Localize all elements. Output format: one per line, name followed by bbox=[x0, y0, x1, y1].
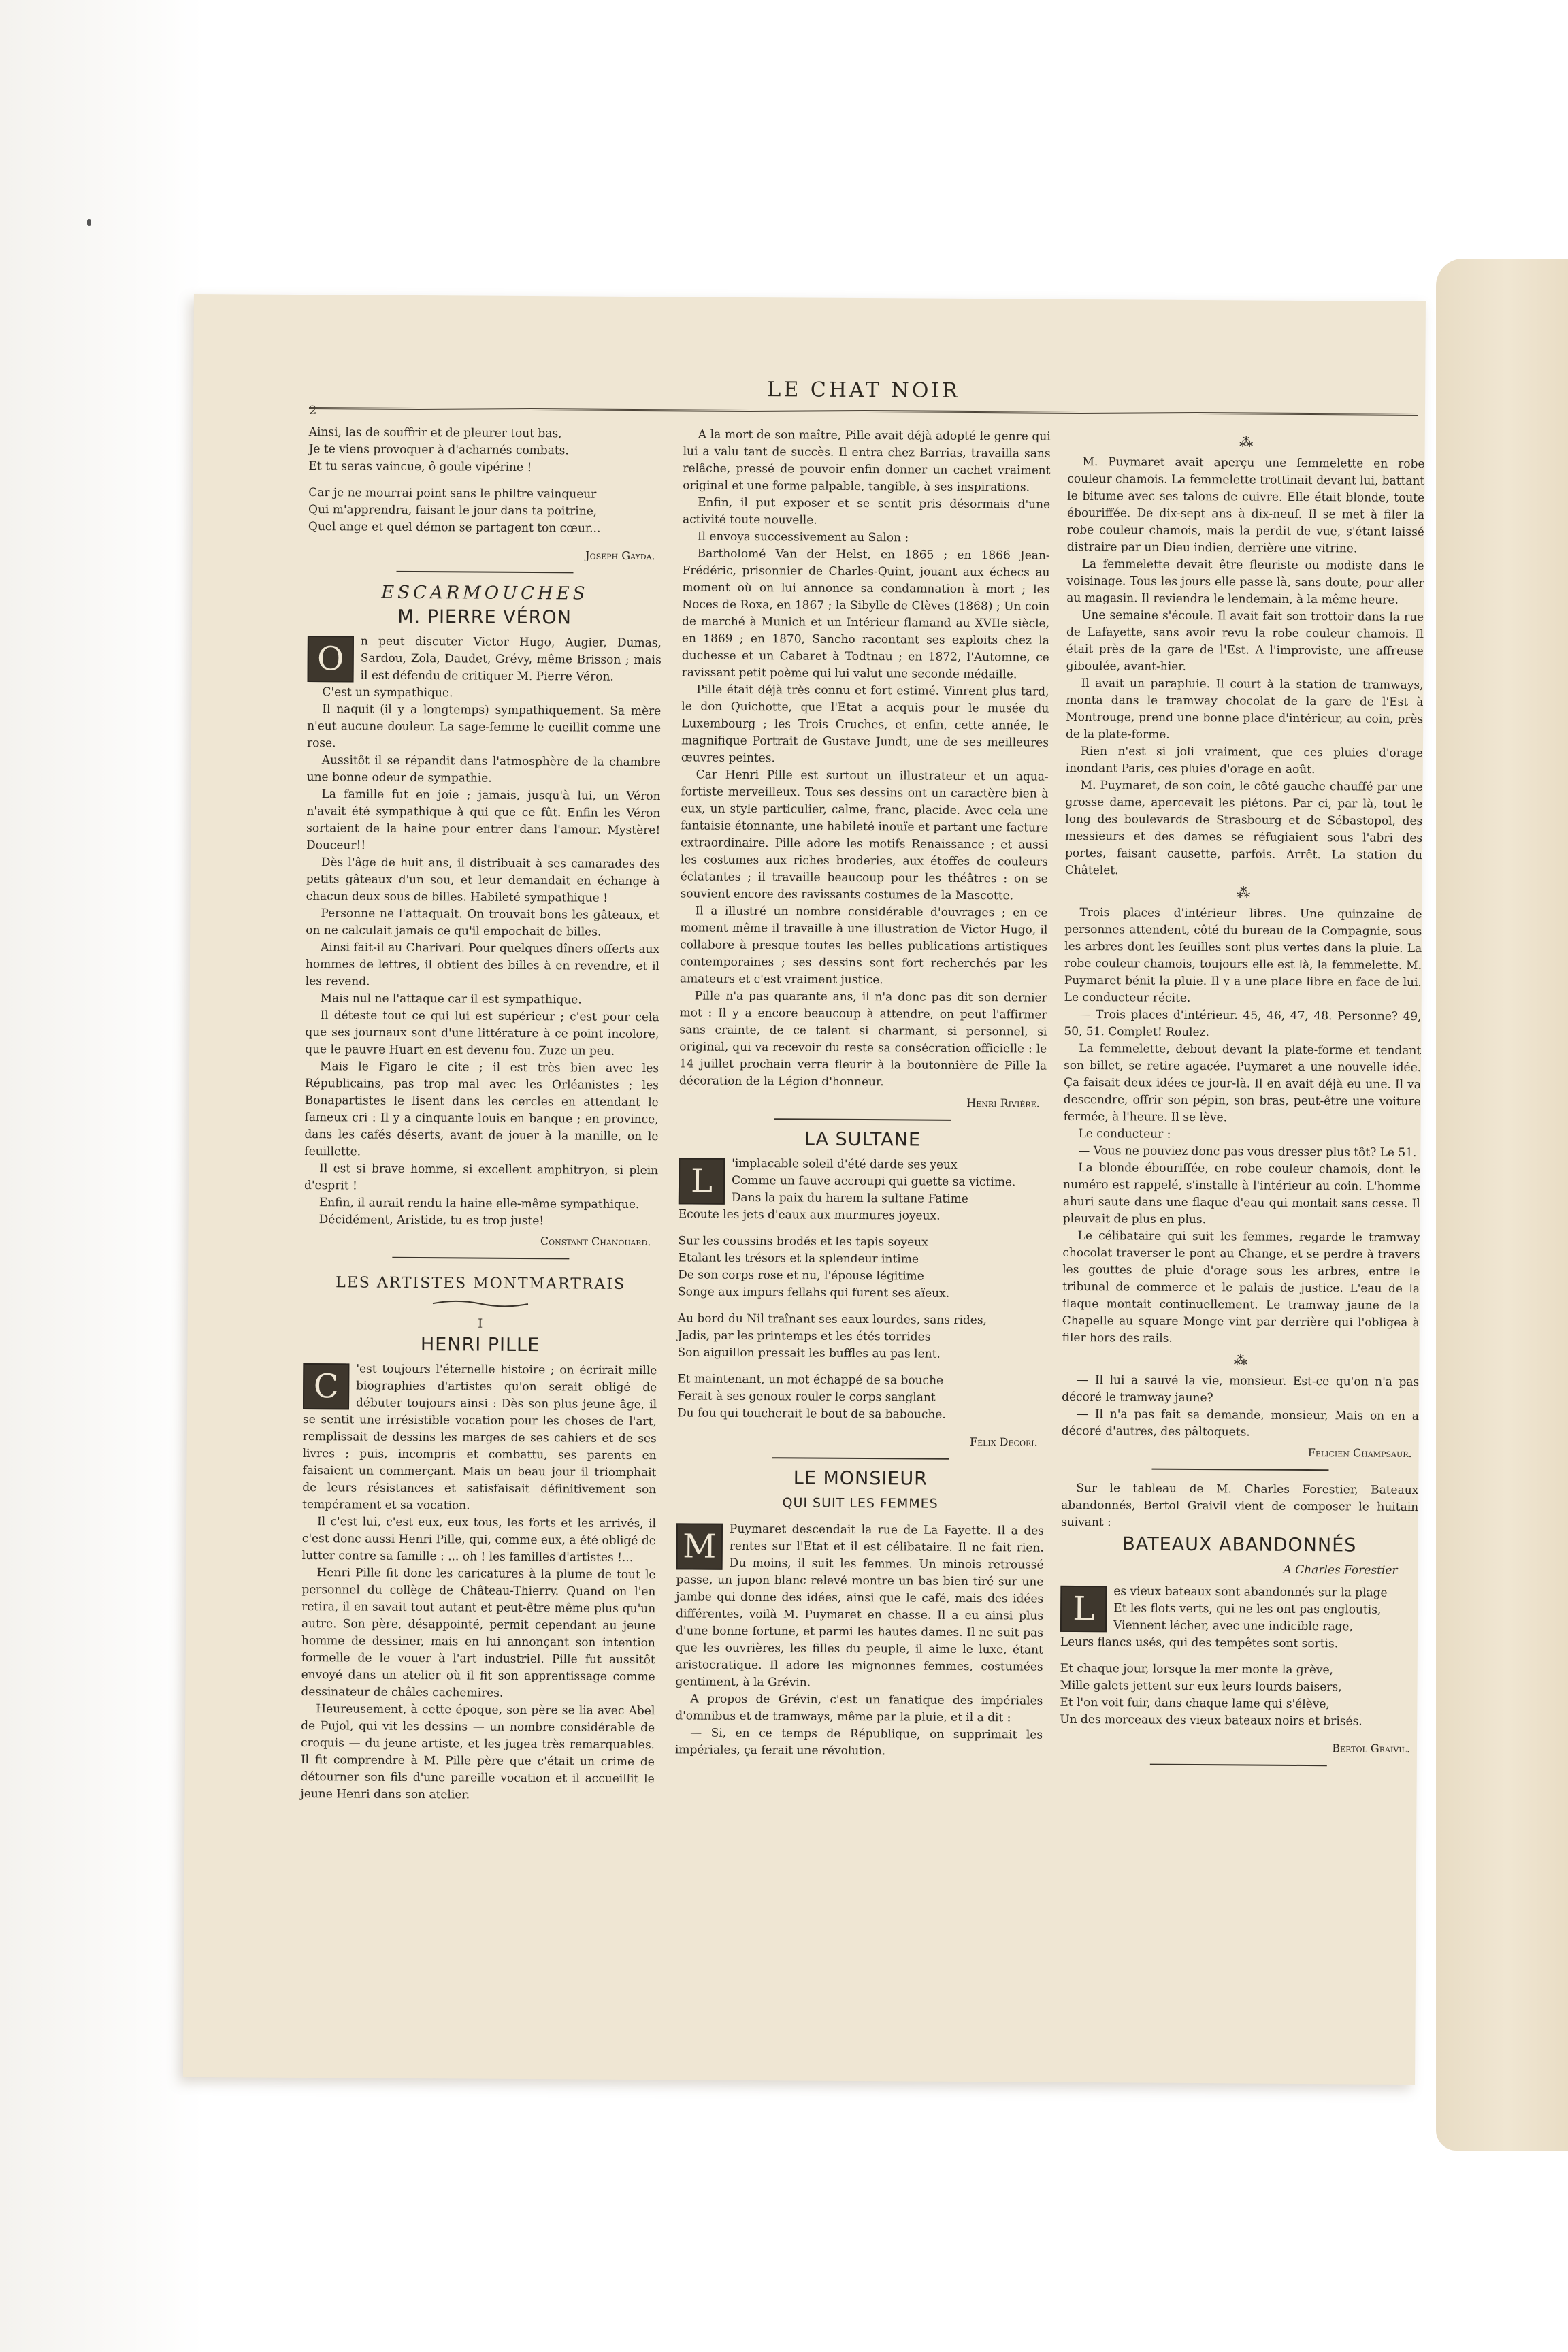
paragraph: Il déteste tout ce qui lui est supérieur ; c'est pour cela que ses journaux sont d'une littérature à ce point incolore, que le pauvre Huart en est devenu fou. Zuze un peu. bbox=[305, 1009, 659, 1058]
paragraph: Mais le Figaro le cite ; il est très bien avec les Républicains, pas trop mal avec les Orléanistes ; les Bonapartistes le lisent dans les cercles en attendant le fameux cri : Il y a cinquante louis en banque ; en province, dans les cafés déserts, avant de jouer à la manille, on le feuillette. bbox=[304, 1060, 659, 1159]
verse-line: es vieux bateaux sont abandonnés sur la plage bbox=[1113, 1584, 1388, 1600]
paragraph: — Il lui a sauvé la vie, monsieur. Est-ce qu'on n'a pas décoré le tramway jaune? bbox=[1062, 1373, 1420, 1405]
paragraph: Henri Pille fit donc les caricatures à la plume de tout le personnel du collège de Château-Thierry. Quand on l'en retira, il en savait tout autant et peut-être même plus qu'un autre. Son père, désappointé, permit cependant au jeune homme de dessiner, mais en lui annonçant son intention formelle de le vouer à l'art industriel. Pille fut aussitôt envoyé dans un atelier où il fit son apprentissage comme dessinateur de châles cachemires. bbox=[301, 1566, 656, 1700]
poem-ending bbox=[308, 485, 662, 538]
article-title: M. PIERRE VÉRON bbox=[397, 606, 572, 629]
poem-title: LA SULTANE bbox=[804, 1128, 921, 1151]
paragraph: Puymaret descendait la rue de La Fayette. Il a des rentes sur l'Etat et il est célibataire. Il ne fait rien. Du moins, il suit les femmes. Un minois retroussé passe, un jupon blanc relevé montre un bas bien tiré sur une jambe qui donne des idées, ainsi que le café, mais des idées différentes, voilà M. Puymaret en chasse. Il a eu ainsi plus d'une bonne fortune, et parmi les hautes dames. Il ne suit pas que les ouvrières, les filles du peuple, il aime le luxe, étant aristocratique. Il adore les mignonnes femmes, costumées gentiment, à la Grévin. bbox=[675, 1522, 1044, 1690]
paragraph: Heureusement, à cette époque, son père se lia avec Abel de Pujol, qui vit les dessins — un nombre considérable de croquis — du jeune artiste, et les jugea très remarquables. Il fit comprendre à M. Pille père que c'était un crime de détourner son fils d'une pareille vocation et il accueillit le jeune Henri dans son atelier. bbox=[300, 1702, 655, 1802]
signature: Félix Décori. bbox=[969, 1435, 1038, 1449]
paragraph: Dès l'âge de huit ans, il distribuait à ses camarades des petits gâteaux d'un sou, et leur demandait en échange à chacun deux sous de billes. Habileté sympathique ! bbox=[306, 855, 660, 905]
column-2 bbox=[675, 426, 1051, 1761]
paragraph: Le conducteur : bbox=[1078, 1126, 1171, 1141]
ornament-rule bbox=[1152, 1469, 1328, 1474]
article-title: HENRI PILLE bbox=[420, 1334, 540, 1356]
verse-line: Leurs flancs usés, qui des tempêtes sont sortis. bbox=[1060, 1635, 1339, 1651]
verse-line: Un des morceaux des vieux bateaux noirs et brisés. bbox=[1060, 1712, 1362, 1729]
asterism: ⁂ bbox=[1239, 434, 1254, 451]
paragraph: Il a illustré un nombre considérable d'ouvrages ; en ce moment même il travaille à une illustration de Victor Hugo, il collabore à presque toutes les belles publications artistiques contemporaines ; ses dessins sont fort recherchés par les amateurs et c'est vraiment justice. bbox=[679, 904, 1048, 987]
paragraph: Une semaine s'écoule. Il avait fait son trottoir dans la rue de Lafayette, sans avoir revu la robe couleur chamois. Il était près de la gare de l'Est. A l'improviste, une affreuse giboulée, avant-hier. bbox=[1066, 608, 1424, 674]
drop-cap: O bbox=[308, 636, 354, 682]
verse-line: Je te viens provoquer à d'acharnés combats. bbox=[308, 442, 569, 458]
poem-stanza bbox=[1060, 1661, 1418, 1731]
next-page-edge bbox=[1436, 259, 1568, 2151]
verse-line: Dans la paix du harem la sultane Fatime bbox=[731, 1190, 968, 1206]
paragraph: Pille était déjà très connu et fort estimé. Vinrent plus tard, le don Quichotte, que l'Etat a acquis pour le musée du Luxembourg ; les Trois Cruches, et enfin, cette année, le magnifique Portrait de Gustave Jundt, une de ses meilleures œuvres peintes. bbox=[681, 683, 1049, 766]
article-title: LE MONSIEUR bbox=[793, 1467, 928, 1490]
paragraph: La famille fut en joie ; jamais, jusqu'à lui, un Véron n'avait été sympathique à qui que ce fût. Enfin les Véron sortaient de la haine pour entrer dans l'amour. Mystère! Douceur!! bbox=[306, 787, 661, 853]
paragraph: A la mort de son maître, Pille avait déjà adopté le genre qui lui a valu tant de succès. Il entra chez Barrias, travailla sans relâche, pressé de pouvoir enfin donner un cachet vraiment original et une forme palpable, tangible, à ses inspirations. bbox=[683, 427, 1051, 495]
paragraph: Personne ne l'attaquait. On trouvait bons les gâteaux, et on ne calculait jamais ce qu'il empochait de billes. bbox=[306, 906, 660, 939]
masthead-rule bbox=[309, 407, 1418, 416]
poem-stanza bbox=[678, 1232, 1046, 1303]
paragraph: Ainsi fait-il au Charivari. Pour quelques dîners offerts aux hommes de lettres, il obtient des billes à en revendre, et il les revend. bbox=[305, 941, 660, 989]
poem-stanza bbox=[1060, 1583, 1418, 1653]
verse-line: Car je ne mourrai point sans le philtre vainqueur bbox=[308, 486, 597, 502]
dedication: A Charles Forestier bbox=[1283, 1563, 1398, 1578]
verse-line: Quel ange et quel démon se partagent ton cœur... bbox=[308, 520, 601, 536]
background-left bbox=[0, 0, 204, 2352]
ornament-rule bbox=[774, 1118, 951, 1124]
verse-line: Du fou qui toucherait le bout de sa babouche. bbox=[676, 1406, 946, 1422]
paragraph: — Vous ne pouviez donc pas vous dresser plus tôt? Le 51. bbox=[1078, 1143, 1417, 1160]
paragraph: C'est un sympathique. bbox=[322, 685, 453, 700]
verse-line: Jadis, par les printemps et les étés torrides bbox=[677, 1328, 931, 1344]
newspaper-page bbox=[183, 294, 1426, 2085]
verse-line: Et chaque jour, lorsque la mer monte la grève, bbox=[1060, 1661, 1334, 1678]
paragraph: Il avait un parapluie. Il court à la station de tramways, monta dans le tramway chocolat de la gare de l'Est à Montrouge, prend une bonne place d'intérieur, au coin, près de la plate-forme. bbox=[1066, 676, 1424, 742]
newspaper-title: LE CHAT NOIR bbox=[767, 378, 960, 403]
drop-cap: C bbox=[303, 1363, 349, 1409]
paragraph: Mais nul ne l'attaque car il est sympathique. bbox=[320, 992, 582, 1007]
ornament-rule bbox=[392, 1257, 569, 1262]
masthead bbox=[309, 370, 1418, 417]
column-3 bbox=[1060, 429, 1425, 1778]
article-subtitle: QUI SUIT LES FEMMES bbox=[782, 1495, 938, 1512]
paragraph: — Il n'a pas fait sa demande, monsieur, Mais on en a décoré d'autres, des pâltoquets. bbox=[1061, 1407, 1420, 1439]
verse-line: Sur les coussins brodés et les tapis soyeux bbox=[678, 1234, 928, 1250]
signature: Joseph Gayda. bbox=[585, 549, 655, 563]
chapter-number: I bbox=[478, 1316, 483, 1331]
verse-line: Son aiguillon pressait les buffles au pas lent. bbox=[677, 1345, 941, 1361]
verse-line: Et les flots verts, qui ne les ont pas engloutis, bbox=[1113, 1601, 1382, 1617]
verse-line: Ferait à ses genoux rouler le corps sanglant bbox=[677, 1389, 936, 1405]
verse-line: Qui m'apprendra, faisant le jour dans ta poitrine, bbox=[308, 503, 598, 519]
paragraph: Trois places d'intérieur libres. Une quinzaine de personnes attendent, côté du bureau de la Compagnie, sous les arbres dont les feuilles sont plus vertes dans la pluie. La robe couleur chamois, toujours elle est là, la femmelette. M. Puymaret bénit la pluie. Il y a une place libre en face de lui. Le conducteur récite. bbox=[1064, 905, 1422, 1005]
paragraph: Il envoya successivement au Salon : bbox=[697, 529, 909, 545]
paragraph: Pille n'a pas quarante ans, il n'a donc pas dit son dernier mot : Il y a encore beaucoup à attendre, on peut l'affirmer sans crainte, de ce talent si charmant, si personnel, si original, qui va recevoir du reste sa consécration officielle : le 14 juillet prochain verra fleurir à la boutonnière de Pille la décoration de la Légion d'honneur. bbox=[679, 989, 1047, 1090]
ornament-rule bbox=[772, 1457, 949, 1463]
paragraph: Enfin, il put exposer et se sentit pris désormais d'une activité toute nouvelle. bbox=[682, 495, 1051, 527]
paragraph: n peut discuter Victor Hugo, Augier, Dumas, Sardou, Zola, Daudet, Grévy, même Brisson ; mais il est défendu de critiquer M. Pierre Véron. bbox=[360, 634, 662, 684]
paragraph: Le célibataire qui suit les femmes, regarde le tramway chocolat traverser le pont au Change, et se perdre à travers les gouttes de pluie d'orage sous les arbres, entre le tribunal de commerce et le palais de justice. L'eau de la flaque montait continuellement. Le tramway jaune de la Chapelle au square Monge vint par derrière qui l'obligea à filer hors des rails. bbox=[1062, 1228, 1420, 1345]
verse-line: De son corps rose et nu, l'épouse légitime bbox=[678, 1268, 924, 1284]
ornament-flourish bbox=[429, 1298, 532, 1309]
drop-cap: L bbox=[1060, 1586, 1107, 1632]
column-1 bbox=[300, 424, 662, 1805]
stain-mark bbox=[87, 219, 91, 226]
poem-ending bbox=[308, 424, 662, 477]
paragraph: Car Henri Pille est surtout un illustrateur et un aqua-fortiste merveilleux. Tous ses dessins ont un caractère bien à eux, un style particulier, calme, franc, placide. Avec cela une fantaisie étonnante, une habileté inouïe et partant une facture extraordinaire. Pille adore les motifs Renaissance ; et aussi les costumes aux riches broderies, aux étoffes de couleurs éclatantes ; il travaille beaucoup pour les théâtres : on se souvient encore des ravissants costumes de la Mascotte. bbox=[680, 768, 1049, 903]
paragraph: A propos de Grévin, c'est un fanatique des impériales d'omnibus et de tramways, même par la pluie, et il a dit : bbox=[675, 1692, 1043, 1725]
verse-line: Et l'on voit fuir, dans chaque lame qui s'élève, bbox=[1060, 1695, 1330, 1712]
paragraph: — Si, en ce temps de République, on supprimait les impériales, ça ferait une révolution. bbox=[674, 1726, 1043, 1759]
asterism: ⁂ bbox=[1233, 1352, 1248, 1369]
paragraph: La femmelette, debout devant la plate-forme et tendant son billet, se retire agacée. Puymaret a une nouvelle idée. Ça faisait deux idées ce jour-là. Il en avait déjà eu une. Il va descendre, offrir son pépin, son bras, peut-être une voiture fermée, à l'heure. Il se lève. bbox=[1063, 1041, 1422, 1125]
paragraph: — Trois places d'intérieur. 45, 46, 47, 48. Personne? 49, 50, 51. Complet! Roulez. bbox=[1064, 1007, 1422, 1040]
paragraph: Sur le tableau de M. Charles Forestier, Bateaux abandonnés, Bertol Graivil vient de composer le huitain suivant : bbox=[1060, 1481, 1419, 1530]
verse-line: Et maintenant, un mot échappé de sa bouche bbox=[677, 1372, 944, 1388]
verse-line: Et tu seras vaincue, ô goule vipérine ! bbox=[308, 459, 532, 475]
verse-line: Ainsi, las de souffrir et de pleurer tout bas, bbox=[308, 425, 562, 441]
paragraph: Aussitôt il se répandit dans l'atmosphère de la chambre une bonne odeur de sympathie. bbox=[306, 753, 661, 785]
poem-stanza bbox=[679, 1155, 1047, 1225]
paragraph: 'est toujours l'éternelle histoire ; on écrirait mille biographies d'artistes qu'on serait obligé de débuter toujours ainsi : Dès son plus jeune âge, il se sentit une irrésistible vocation pour les choses de l'art, remplissait de dessins les marges de ses cahiers et de ses livres ; puis, incompris et combattu, ses parents en faisaient un commerçant. Mais un beau jour il triomphait de leurs résistances et satisfaisait définitivement son tempérament et sa vocation. bbox=[302, 1362, 657, 1513]
verse-line: Mille galets jettent sur eux leurs lourds baisers, bbox=[1060, 1678, 1342, 1695]
paragraph: Il est si brave homme, si excellent amphitryon, si plein d'esprit ! bbox=[304, 1162, 659, 1193]
signature: Constant Chanouard. bbox=[540, 1235, 651, 1249]
verse-line: 'implacable soleil d'été darde ses yeux bbox=[732, 1156, 958, 1172]
paragraph: M. Puymaret avait aperçu une femmelette en robe couleur chamois. La femmelette trottinait devant lui, battant le bitume avec ses talons de cuivre. Elle était blonde, toute ébouriffée. De dix-sept ans à dix-neuf. Il se met à filer la robe couleur chamois, mais la perdit de vue, s'étant laissé distraire par un Dieu indien, derrière une vitrine. bbox=[1066, 455, 1425, 556]
paragraph: Bartholomé Van der Helst, en 1865 ; en 1866 Jean-Frédéric, prisonnier de Charles-Quint, jouant aux échecs au moment où on lui annonce sa condamnation à mort ; les Noces de Roxa, en 1867 ; la Sibylle de Clèves (1868) ; Un coin de marché à Munich et un Intérieur flamand au XVIIe siècle, en 1869 ; en 1870, Sancho racontant ses exploits chez la duchesse et un Cabaret à Todtnau ; en 1872, l'Automne, ce ravissant petit poème qui lui valut une seconde médaille. bbox=[681, 546, 1050, 682]
signature: Félicien Champsaur. bbox=[1307, 1446, 1412, 1460]
section-heading: LES ARTISTES MONTMARTRAIS bbox=[336, 1274, 626, 1293]
poem-stanza bbox=[677, 1310, 1045, 1363]
ornament-rule bbox=[396, 571, 573, 576]
paragraph: Rien n'est si joli vraiment, que ces pluies d'orage inondant Paris, ces pluies d'orage en août. bbox=[1065, 744, 1423, 777]
verse-line: Au bord du Nil traînant ses eaux lourdes, sans rides, bbox=[677, 1311, 987, 1328]
paragraph: Il naquit (il y a longtemps) sympathiquement. Sa mère n'eut aucune douleur. La sage-femme le cueillit comme une rose. bbox=[306, 702, 662, 751]
page-number: 2 bbox=[308, 404, 317, 419]
verse-line: Ecoute les jets d'eaux aux murmures joyeux. bbox=[678, 1207, 941, 1223]
poem-title: BATEAUX ABANDONNÉS bbox=[1122, 1533, 1357, 1556]
signature: Henri Rivière. bbox=[966, 1096, 1040, 1110]
drop-cap: M bbox=[676, 1523, 723, 1569]
poem-stanza bbox=[677, 1371, 1045, 1424]
verse-line: Viennent lécher, avec une indicible rage, bbox=[1113, 1618, 1353, 1634]
drop-cap: L bbox=[679, 1158, 725, 1204]
signature: Bertol Graivil. bbox=[1332, 1742, 1411, 1755]
paragraph: Il c'est lui, c'est eux, eux tous, les forts et les arrivés, il c'est donc aussi Henri Pille, qui, comme eux, a été obligé de lutter contre sa famille : ... oh ! les familles d'artistes !... bbox=[301, 1515, 657, 1565]
paragraph: M. Puymaret, de son coin, le côté gauche chauffé par une grosse dame, apercevait les piétons. Par ci, par là, tout le long des boulevards de Strasbourg et de Sébastopol, des messieurs et des dames se réfugiaient sous l'abri des portes, faisant causette, parfois. Arrêt. La station du Châtelet. bbox=[1064, 778, 1423, 878]
verse-line: Etalant les trésors et la splendeur intime bbox=[678, 1251, 919, 1267]
paragraph: Décidément, Aristide, tu es trop juste! bbox=[318, 1213, 544, 1228]
paragraph: La femmelette devait être fleuriste ou modiste dans le voisinage. Tous les jours elle passe là, sans doute, pour aller au magasin. Il reviendra le lendemain, à la même heure. bbox=[1066, 557, 1424, 607]
paragraph: Enfin, il aurait rendu la haine elle-même sympathique. bbox=[318, 1196, 640, 1212]
ornament-rule bbox=[1149, 1764, 1326, 1769]
section-heading: ESCARMOUCHES bbox=[381, 582, 589, 604]
paragraph: La blonde ébouriffée, en robe couleur chamois, dont le numéro est rappelé, s'installe à l'intérieur au coin. L'homme ahuri saute dans une flaque d'eau qui montait sans cesse. Il pleuvait de plus en plus. bbox=[1062, 1160, 1421, 1227]
verse-line: Comme un fauve accroupi qui guette sa victime. bbox=[731, 1173, 1016, 1190]
verse-line: Songe aux impurs fellahs qui furent ses aïeux. bbox=[677, 1285, 950, 1301]
asterism: ⁂ bbox=[1237, 884, 1251, 901]
